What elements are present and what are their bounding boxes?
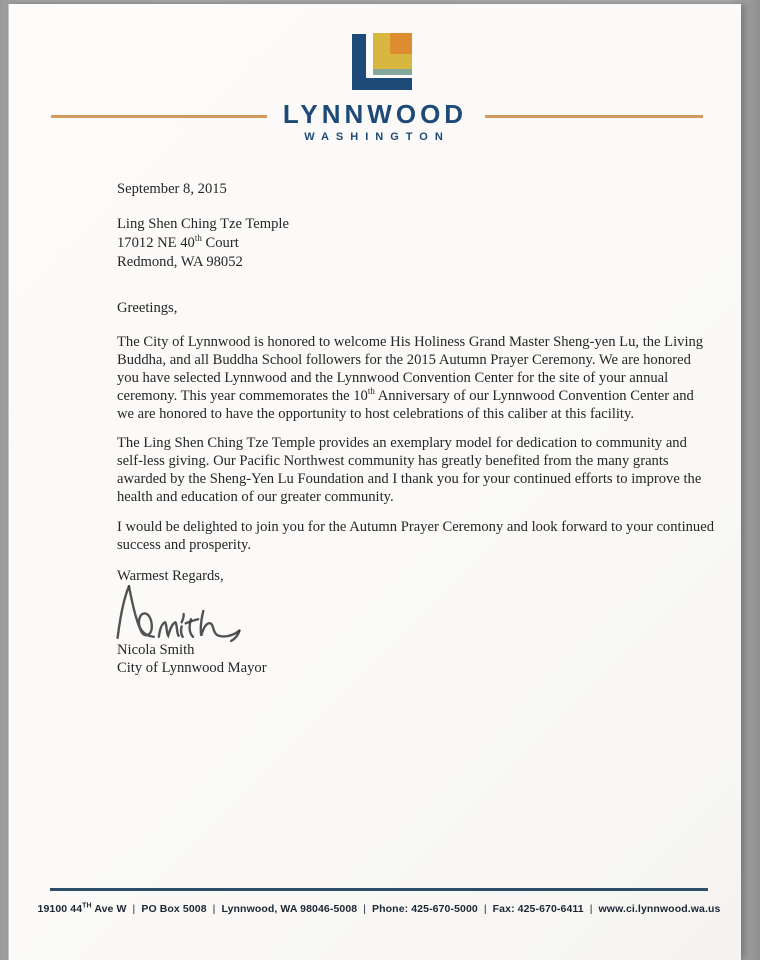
handwritten-signature [113,580,243,644]
footer-separator: | [132,903,136,915]
footer-separator: | [483,903,487,915]
footer-rule [50,888,708,891]
logo-orange-square [390,33,412,54]
state-name: WASHINGTON [304,131,450,143]
paragraph-1: The City of Lynnwood is honored to welcome His Holiness Grand Master Sheng-yen Lu, the Living Buddha, and all Buddha School followers for the 2015 Autumn Prayer Ceremony. We are honored you have selected Lynnwood and the Lynnwood Convention Center for the site of your annual ceremony. This year commemorates the 10th Anniversary of our Lynnwood Convention Center and we are honored to have the opportunity to host celebrations of this caliber at this facility. [117,334,704,422]
footer-separator: | [212,903,216,915]
footer-separator: | [363,903,367,915]
footer-website: www.ci.lynnwood.wa.us [598,903,721,915]
signer-title: City of Lynnwood Mayor [117,660,267,676]
recipient-street: 17012 NE 40th Court [117,233,239,251]
signer-block [117,641,714,677]
paragraph-3: I would be delighted to join you for the Autumn Prayer Ceremony and look forward to your continued success and prosperity. [117,519,715,553]
signer-name: Nicola Smith [117,642,195,658]
recipient-city-line: Redmond, WA 98052 [117,254,243,270]
lynnwood-city-logo [352,33,412,90]
letter-date: September 8, 2015 [117,181,227,197]
footer-contact-line [34,903,724,915]
city-name: LYNNWOOD [282,99,468,129]
logo-yellow-square [373,33,412,69]
paragraph-2: The Ling Shen Ching Tze Temple provides an exemplary model for dedication to community and self-less giving. Our Pacific Northwest community has greatly benefited from the many grants awarded by the Sheng-Yen Lu Foundation and I thank you for your continued efforts to improve the health and education of our greater community. [117,435,702,505]
footer-street-ordinal: TH [82,902,92,910]
footer-fax: Fax: 425-670-6411 [492,903,584,915]
recipient-address [117,215,714,272]
logo-l-horizontal-bar [352,78,412,90]
letter-page [9,4,741,960]
logo-teal-strip [373,69,412,75]
recipient-name: Ling Shen Ching Tze Temple [117,216,289,232]
footer-city-zip: Lynnwood, WA 98046-5008 [221,903,358,915]
footer-street-address: 19100 44TH Ave W [37,902,127,915]
footer-separator: | [589,903,593,915]
salutation: Greetings, [117,300,178,316]
closing-line: Warmest Regards, [117,568,224,584]
footer-po-box: PO Box 5008 [141,903,207,915]
anniversary-ordinal: th [367,386,375,397]
signature-drawing [113,580,243,644]
footer-phone: Phone: 425-670-5000 [372,903,478,915]
street-ordinal: th [194,233,202,244]
